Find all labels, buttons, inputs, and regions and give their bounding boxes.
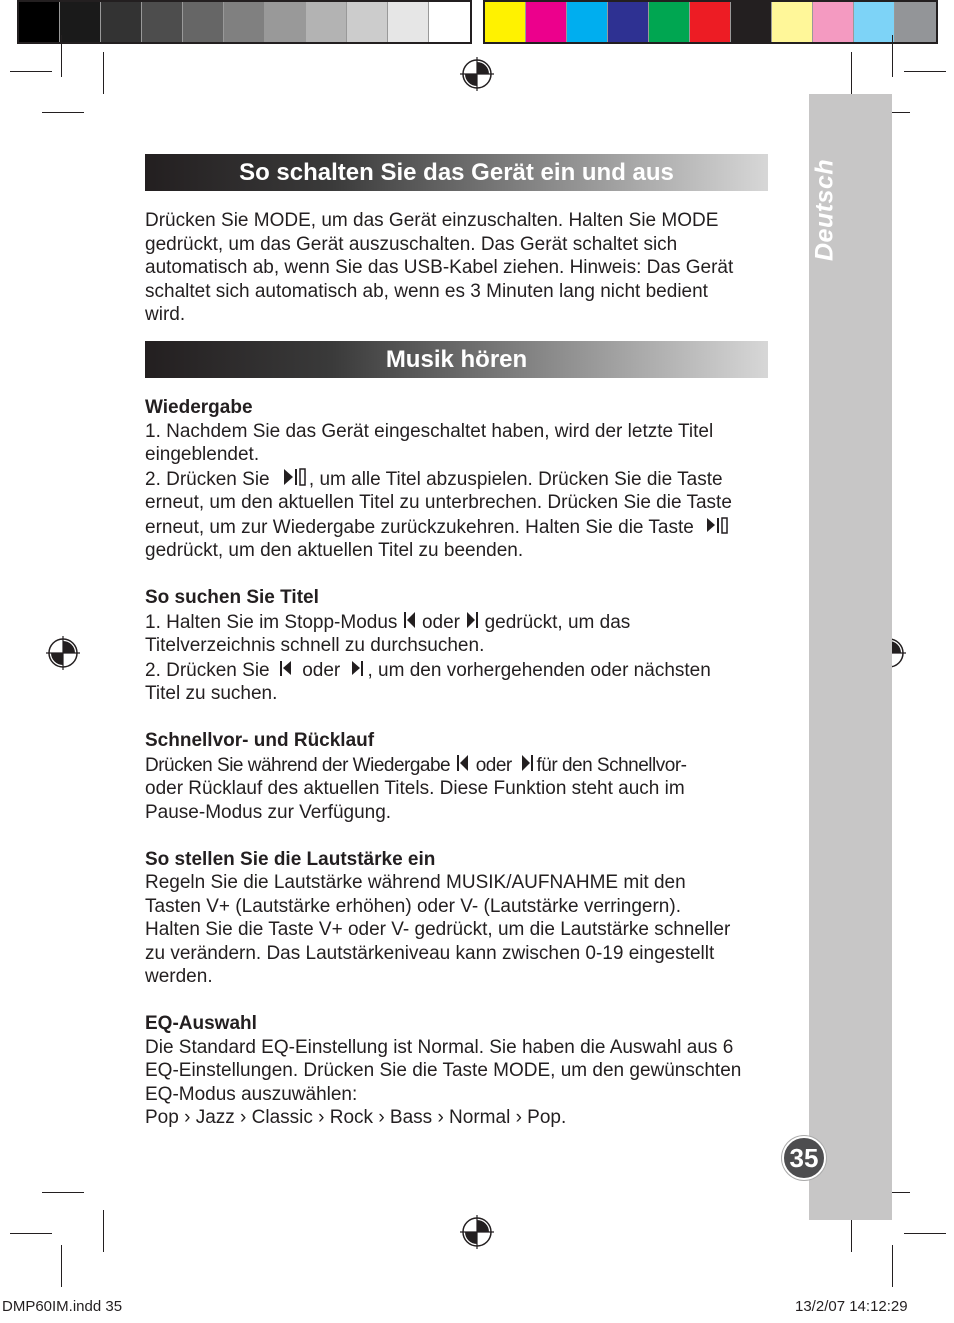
play-pause-icon [275, 467, 309, 487]
subheading-playback: Wiedergabe [145, 397, 253, 418]
next-icon [346, 658, 368, 678]
text-line: Drücken Sie MODE, um das Gerät einzuschalten. Halten Sie MODE [145, 210, 719, 231]
text-fragment: , um den vorhergehenden oder nächsten [367, 659, 711, 681]
text-line: Die Standard EQ-Einstellung ist Normal. Sie haben die Auswahl aus 6 [145, 1036, 734, 1058]
color-swatch [429, 2, 470, 42]
text-fragment: für den Schnellvor- [536, 754, 687, 776]
color-swatch [19, 2, 60, 42]
text-line: Titelverzeichnis schnell zu durchsuchen. [145, 635, 485, 656]
previous-icon [455, 753, 471, 773]
power-instructions [145, 209, 770, 327]
crop-mark [892, 35, 893, 77]
footer-filename: DMP60IM.indd 35 [2, 1298, 123, 1315]
color-swatch [347, 2, 388, 42]
crop-mark [904, 71, 946, 72]
text-fragment: 1. Halten Sie im Stopp-Modus [145, 611, 398, 633]
section-heading-power: So schalten Sie das Gerät ein und aus [145, 154, 768, 191]
color-swatch [224, 2, 265, 42]
color-swatch [101, 2, 142, 42]
registration-mark-icon [460, 1215, 494, 1249]
text-line [145, 467, 770, 492]
text-line: schaltet sich automatisch ab, wenn es 3 Minuten lang nicht bedient [145, 280, 708, 302]
text-fragment: oder [475, 754, 512, 776]
color-swatch [608, 2, 649, 42]
grayscale-calibration-bar [17, 0, 472, 44]
color-swatch [690, 2, 731, 42]
text-line: gedrückt, um den aktuellen Titel zu beenden. [145, 540, 524, 561]
text-line: Titel zu suchen. [145, 683, 278, 704]
text-line [145, 658, 770, 683]
text-line: EQ-Modus auszuwählen: [145, 1083, 358, 1105]
color-swatch [265, 2, 306, 42]
color-calibration-bar [483, 0, 938, 44]
text-line: automatisch ab, wenn Sie das USB-Kabel ziehen. Hinweis: Das Gerät [145, 257, 734, 278]
text-line: Halten Sie die Taste V+ oder V- gedrückt, um die Lautstärke schneller [145, 919, 731, 940]
color-swatch [142, 2, 183, 42]
footer-timestamp: 13/2/07 14:12:29 [795, 1298, 908, 1315]
text-fragment: Drücken Sie während der Wiedergabe [145, 754, 451, 776]
text-fragment: gedrückt, um das [484, 611, 631, 633]
crop-mark [103, 1210, 104, 1252]
color-swatch [567, 2, 608, 42]
color-swatch [183, 2, 224, 42]
section-heading-music: Musik hören [145, 341, 768, 378]
color-swatch [854, 2, 895, 42]
crop-mark [10, 1233, 52, 1234]
color-swatch [813, 2, 854, 42]
text-fragment: oder [302, 659, 341, 681]
previous-icon [275, 658, 297, 678]
text-line: zu verändern. Das Lautstärkeniveau kann zwischen 0-19 eingestellt [145, 942, 715, 964]
text-line [145, 753, 770, 778]
text-fragment: 2. Drücken Sie [145, 468, 270, 490]
color-swatch [60, 2, 101, 42]
page-number-badge: 35 [782, 1136, 826, 1180]
text-line [145, 515, 770, 540]
music-instructions [145, 396, 770, 1130]
text-line: Pause-Modus zur Verfügung. [145, 801, 392, 823]
text-line: gedrückt, um das Gerät auszuschalten. Das Gerät schaltet sich [145, 233, 678, 255]
text-line: EQ-Einstellungen. Drücken Sie die Taste MODE, um den gewünschten [145, 1060, 742, 1081]
text-fragment: 2. Drücken Sie [145, 659, 270, 681]
subheading-fast-forward: Schnellvor- und Rücklauf [145, 730, 375, 751]
crop-mark [61, 35, 62, 77]
color-swatch [649, 2, 690, 42]
crop-mark [42, 1192, 84, 1193]
crop-mark [42, 112, 84, 113]
crop-mark [10, 71, 52, 72]
color-swatch [772, 2, 813, 42]
text-line: 1. Nachdem Sie das Gerät eingeschaltet haben, wird der letzte Titel [145, 420, 714, 442]
color-swatch [526, 2, 567, 42]
text-line: Pop › Jazz › Classic › Rock › Bass › Normal › Pop. [145, 1107, 567, 1128]
crop-mark [892, 1245, 893, 1287]
subheading-eq: EQ-Auswahl [145, 1013, 257, 1034]
language-label: Deutsch [810, 158, 839, 262]
subheading-volume: So stellen Sie die Lautstärke ein [145, 848, 436, 870]
text-line: wird. [145, 304, 186, 325]
text-line: Regeln Sie die Lautstärke während MUSIK/AUFNAHME mit den [145, 872, 686, 893]
crop-mark [851, 52, 852, 94]
color-swatch [388, 2, 429, 42]
text-fragment: oder [421, 611, 460, 633]
text-line: erneut, um den aktuellen Titel zu unterbrechen. Drücken Sie die Taste [145, 492, 732, 513]
crop-mark [61, 1245, 62, 1287]
text-line [145, 610, 770, 635]
subheading-search: So suchen Sie Titel [145, 587, 319, 608]
color-swatch [731, 2, 772, 42]
text-line: oder Rücklauf des aktuellen Titels. Diese Funktion steht auch im [145, 778, 685, 799]
crop-mark [904, 1233, 946, 1234]
next-icon [465, 610, 479, 630]
text-line: eingeblendet. [145, 444, 260, 465]
color-swatch [895, 2, 936, 42]
text-fragment: , um alle Titel abzuspielen. Drücken Sie die Taste [308, 468, 723, 490]
next-icon [517, 753, 537, 773]
color-swatch [306, 2, 347, 42]
text-line: Tasten V+ (Lautstärke erhöhen) oder V- (Lautstärke verringern). [145, 895, 681, 917]
text-line: werden. [145, 966, 213, 987]
play-pause-icon [699, 515, 733, 535]
text-fragment: erneut, um zur Wiedergabe zurückzukehren. Halten Sie die Taste [145, 516, 694, 538]
crop-mark [103, 52, 104, 94]
registration-mark-icon [46, 636, 80, 670]
color-swatch [485, 2, 526, 42]
registration-mark-icon [460, 57, 494, 91]
previous-icon [403, 610, 417, 630]
